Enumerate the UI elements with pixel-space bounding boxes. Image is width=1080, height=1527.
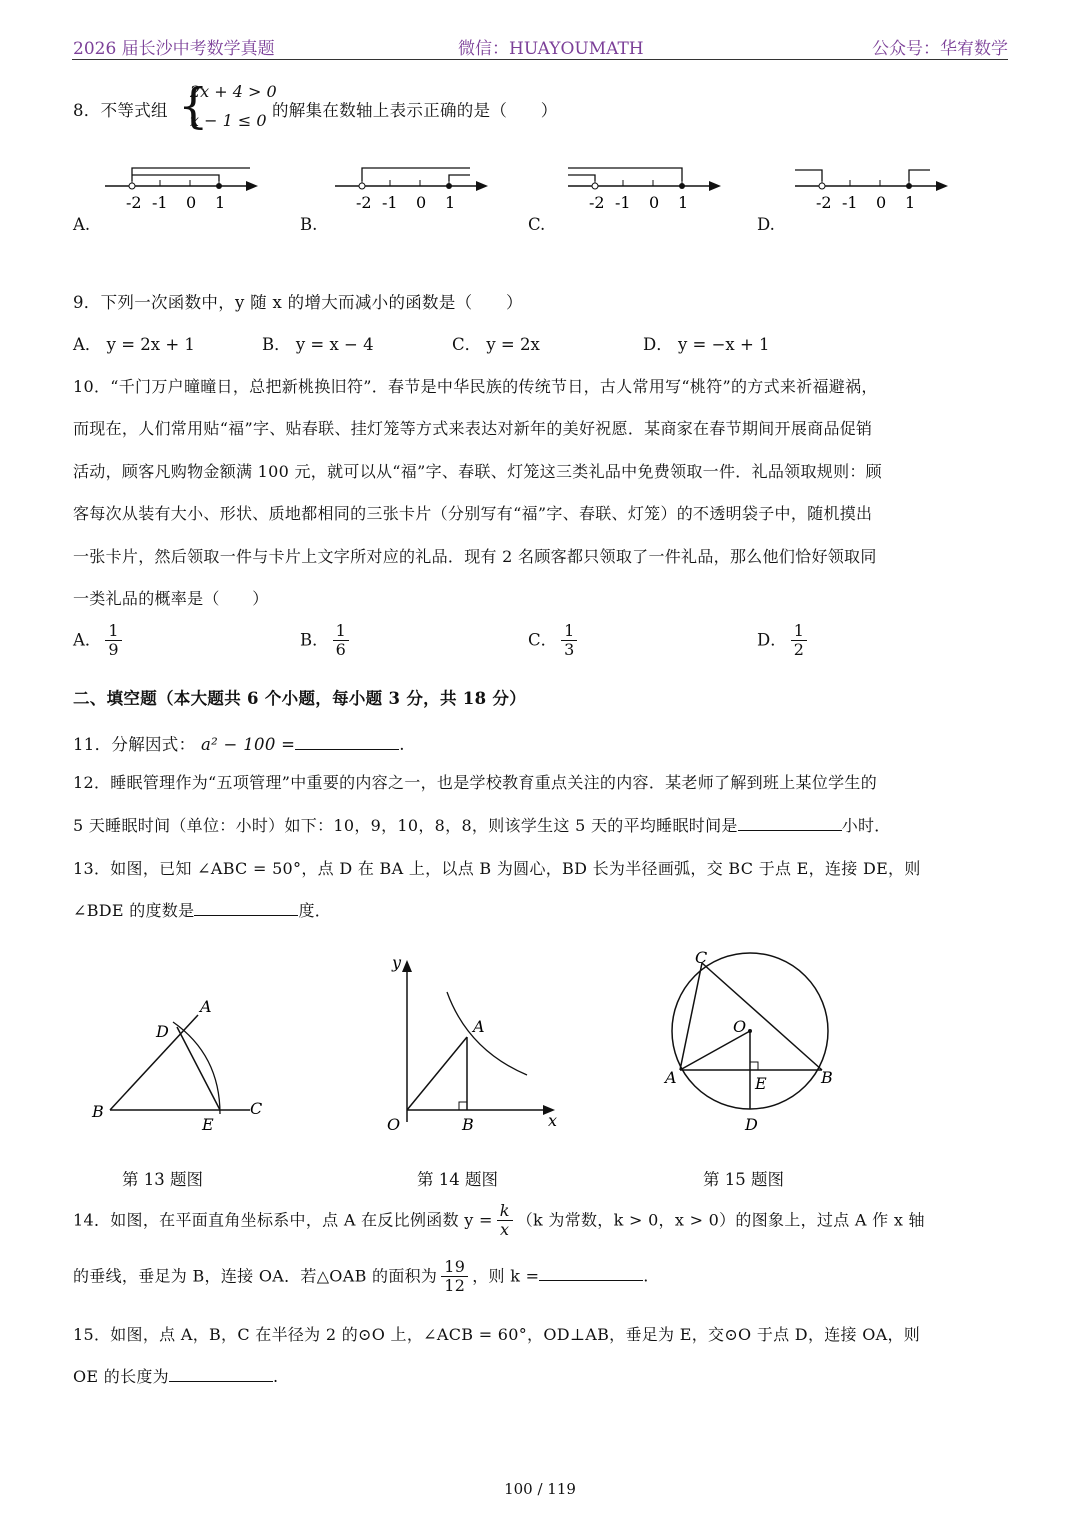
header-left: 2026 届长沙中考数学真题: [73, 39, 275, 59]
fig15-label-e: E: [755, 1074, 767, 1093]
q8-option-c: C.: [528, 215, 546, 234]
svg-text:1: 1: [678, 193, 689, 212]
q14-line-2: 的垂线，垂足为 B，连接 OA．若△OAB 的面积为 $\frac{19}{12}$ ，则 k = .: [73, 1257, 649, 1296]
fig15-label-o: O: [733, 1017, 747, 1036]
svg-text:-1: -1: [842, 193, 858, 212]
fig15-label-b: B: [821, 1068, 833, 1087]
figure-14: [375, 950, 575, 1140]
q10-line-5: 一张卡片，然后领取一件与卡片上文字所对应的礼品．现有 2 名顾客都只领取了一件礼品，那么他们恰好领取同: [73, 547, 877, 566]
q14-line-1: 14．如图，在平面直角坐标系中，点 A 在反比例函数 y = $\frac{k}{x}$ （k 为常数，k > 0，x > 0）的图象上，过点 A 作 x 轴: [73, 1201, 925, 1240]
q10-option-a: A． $\frac{1}{9}$: [73, 622, 126, 660]
q8-option-d: D.: [757, 215, 775, 234]
q10-option-c: C． $\frac{1}{3}$: [528, 622, 581, 660]
q8-suffix: 的解集在数轴上表示正确的是（ ）: [272, 101, 558, 120]
fig13-label-e: E: [202, 1115, 214, 1134]
fig14-label-y: y: [392, 953, 402, 972]
q9-option-c: C． y = 2x: [452, 335, 540, 354]
section-heading: 二、填空题（本大题共 6 个小题，每小题 3 分，共 18 分）: [73, 689, 526, 708]
fig15-caption: 第 15 题图: [703, 1170, 784, 1189]
header-rule: [72, 59, 1008, 60]
svg-text:-1: -1: [152, 193, 168, 212]
svg-text:-2: -2: [589, 193, 605, 212]
svg-text:0: 0: [416, 193, 427, 212]
q10-option-b: B． $\frac{1}{6}$: [300, 622, 353, 660]
fig13-label-c: C: [250, 1099, 263, 1118]
svg-text:1: 1: [905, 193, 916, 212]
q12-line-1: 12．睡眠管理作为“五项管理”中重要的内容之一，也是学校教育重点关注的内容．某老师了解到班上某位学生的: [73, 773, 878, 792]
q10-line-2: 而现在，人们常用贴“福”字、贴春联、挂灯笼等方式来表达对新年的美好祝愿．某商家在春节期间开展商品促销: [73, 419, 873, 438]
q15-line-1: 15．如图，点 A，B，C 在半径为 2 的⊙O 上，∠ACB = 60°，OD⊥AB，垂足为 E，交⊙O 于点 D，连接 OA，则: [73, 1325, 921, 1344]
svg-text:0: 0: [186, 193, 197, 212]
q9-option-b: B． y = x − 4: [262, 335, 374, 354]
q8-option-a: A.: [73, 215, 91, 234]
q9-stem: 9．下列一次函数中，y 随 x 的增大而减小的函数是（ ）: [73, 293, 523, 312]
svg-text:-1: -1: [615, 193, 631, 212]
svg-text:-1: -1: [382, 193, 398, 212]
page-number: 100 / 119: [504, 1480, 576, 1498]
svg-text:-2: -2: [356, 193, 372, 212]
q11: 11．分解因式： a² − 100 = .: [73, 735, 405, 754]
fig14-label-o: O: [387, 1115, 401, 1134]
q10-line-3: 活动，顾客凡购物金额满 100 元，就可以从“福”字、春联、灯笼这三类礼品中免费领取一件．礼品领取规则：顾: [73, 462, 882, 481]
q9-option-d: D． y = −x + 1: [643, 335, 770, 354]
fig13-caption: 第 13 题图: [122, 1170, 203, 1189]
number-line-d: [790, 158, 960, 216]
q8-ineq2: x − 1 ≤ 0: [190, 111, 267, 130]
fig14-label-x: x: [548, 1111, 558, 1130]
figure-13: [80, 990, 280, 1140]
svg-text:0: 0: [876, 193, 887, 212]
fig15-label-c: C: [695, 948, 708, 967]
q10-line-1: 10．“千门万户曈曈日，总把新桃换旧符”．春节是中华民族的传统节日，古人常用写“桃符”的方式来祈福避祸，: [73, 377, 878, 396]
svg-text:-2: -2: [816, 193, 832, 212]
header-right: 公众号：华宥数学: [872, 39, 1008, 59]
fig14-caption: 第 14 题图: [417, 1170, 498, 1189]
q15-line-2: OE 的长度为 .: [73, 1367, 279, 1386]
svg-text:-2: -2: [126, 193, 142, 212]
svg-text:1: 1: [445, 193, 456, 212]
svg-text:0: 0: [649, 193, 660, 212]
q8-prefix: 8．不等式组: [73, 101, 168, 120]
header-center: 微信：HUAYOUMATH: [458, 39, 644, 59]
number-line-c: [563, 158, 733, 216]
q13-line-1: 13．如图，已知 ∠ABC = 50°，点 D 在 BA 上，以点 B 为圆心，BD 长为半径画弧，交 BC 于点 E，连接 DE，则: [73, 859, 921, 878]
q10-line-4: 客每次从装有大小、形状、质地都相同的三张卡片（分别写有“福”字、春联、灯笼）的不透明袋子中，随机摸出: [73, 504, 873, 523]
number-line-a: [100, 158, 270, 216]
q8-ineq1: 2x + 4 > 0: [190, 82, 277, 101]
fig13-label-d: D: [156, 1022, 169, 1041]
system-brace: {: [178, 78, 209, 134]
fig13-label-a: A: [200, 997, 212, 1016]
q10-line-6: 一类礼品的概率是（ ）: [73, 589, 269, 608]
figure-15: [655, 945, 855, 1140]
q13-line-2: ∠BDE 的度数是 度．: [73, 901, 332, 920]
number-line-b: [330, 158, 500, 216]
q12-line-2: 5 天睡眠时间（单位：小时）如下：10，9，10，8，8，则该学生这 5 天的平均睡眠时间是 小时．: [73, 816, 891, 835]
fig14-label-b: B: [462, 1115, 474, 1134]
fig13-label-b: B: [92, 1102, 104, 1121]
svg-text:1: 1: [215, 193, 226, 212]
q10-option-d: D． $\frac{1}{2}$: [757, 622, 811, 660]
fig15-label-a: A: [665, 1068, 677, 1087]
fig15-label-d: D: [745, 1115, 758, 1134]
q9-option-a: A． y = 2x + 1: [73, 335, 195, 354]
fig14-label-a: A: [473, 1017, 485, 1036]
q8-option-b: B.: [300, 215, 318, 234]
